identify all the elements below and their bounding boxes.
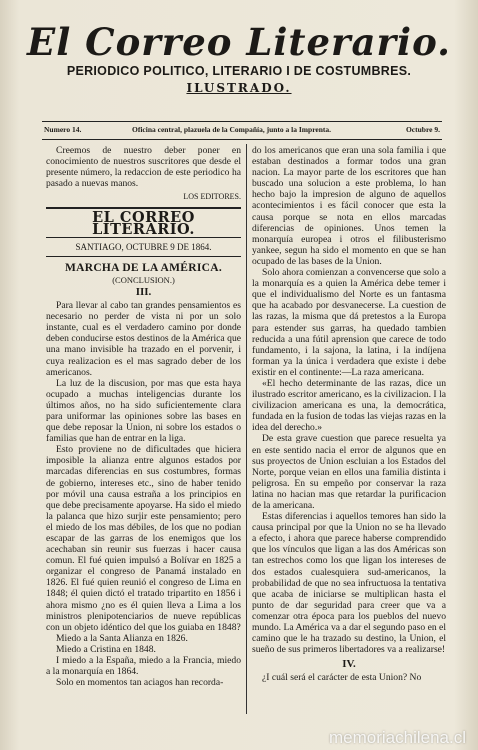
masthead [0, 22, 478, 95]
column-divider [246, 144, 247, 714]
article-paragraph: «El hecho determinante de las razas, dice un ilustrado escritor americano, es la civilizacion. I la civilizacion americana es una, la democrática, fundada en la fusion de todas las viejas razas en la idea del derecho.» [252, 377, 446, 434]
article-paragraph: do los americanos que eran una sola familia i que estaban destinados a formar todos una gran nacion. La mayor parte de los escritores que han buscado una solucion a este problema, lo han hecho bajo la impresion de alguno de aquellos acontecimientos i es fácil conocer que esta la causa porque se nota en ellos marcadas diferencias de opiniones. Unos temen la monarquía europea i otros el filibusterismo yankee, segun ha sido el momento en que se han ocupado de las bases de la Union. [252, 145, 446, 267]
article-paragraph: Para llevar al cabo tan grandes pensamientos es necesario no perder de vista ni por un solo instante, cual es el verdadero camino por donde deben conducirse estos destinos de la América que una mano invisible ha trazado en el porvenir, i cuya realizacion es el mas sagrado deber de los americanos. [46, 300, 241, 378]
editors-signature: LOS EDITORES. [183, 192, 241, 202]
article-paragraph: I miedo a la España, miedo a la Francia, miedo a la monarquía en 1864. [46, 655, 241, 678]
section-title: EL CORREO LITERARIO. [46, 207, 241, 237]
header-rule-top [42, 121, 442, 122]
illustrated-label: ILUSTRADO. [186, 81, 292, 95]
article-paragraph: De esta grave cuestion que parece resuelta ya en este sentido nacia el error de algunos que en sus proyectos de Union escluian a los Estados del Norte, porque veian en ellos una familia distinta i peligrosa. En su empeño por conservar la raza latina no hacian mas que retardar la purificacion de la americana. [252, 433, 446, 511]
article-paragraph: Solo ahora comienzan a convencerse que solo a la monarquía es a quien la América debe temer i que el individualismo del Norte es un fantasma que ha acabado por desvanecerse. La cuestion de las razas, la misma que dá pretestos a la Europa para estender sus garras, ha quedado tambien reducida a una fútil aprension que carece de todo fundamento, i la sajona, la latina, i la indíjena forman ya la única i verdadera que existe i debe existir en el continente:—La raza americana. [252, 267, 446, 378]
right-column [252, 145, 446, 684]
article-paragraph: Estas diferencias i aquellos temores han sido la causa principal por que la Union no se ha llevado a efecto, i ahora que parece haberse comprendido que los vínculos que ligan a las dos Américas son tan estrechos como los que ligan los intereses de dos estados cualesquiera sud-americanos, la probabilidad de que no sea infructuosa la tentativa que acaba de iniciarse se multiplican hasta el punto de dar seguridad para creer que va a comenzar otra época para los pueblos del nuevo mundo. La América va a dar el segundo paso en el camino que le ha trazado su destino, la Union, el sueño de sus primeros libertadores va a realizarse! [252, 511, 446, 656]
newspaper-title: El Correo Literario. [27, 20, 451, 64]
part-three-heading: III. [135, 285, 152, 298]
part-four-heading: IV. [342, 658, 356, 671]
newspaper-subtitle: PERIODICO POLITICO, LITERARIO I DE COSTUMBRES. [66, 64, 412, 78]
article-paragraph: Esto proviene no de dificultades que hiciera imposible la alianza entre algunos estados por marcadas diferencias en sus costumbres, formas de gobierno, intereses etc., sino de haber tenido por móvil una causa estraña a los principios en que debe precisamente apoyarse. Ha sido el miedo la palanca que hizo surjir este pensamiento; pero el miedo de los mas débiles, de los que no podian escapar de las garras de los enemigos que los acechaban sin reunir sus fuerzas i hacer causa comun. El fué quien impulsó a Bolívar en 1825 a organizar el congreso de Panamá instalado en 1826. El fué quien reunió el congreso de Lima en 1848; él quien dictó el tratado tripartito en 1856 i ahora mismo ¿no es él quien lleva a Lima a los ministros plenipotenciarios de nueve repúblicas con un objeto idéntico del que los guiaba en 1848? [46, 444, 241, 633]
article-paragraph: Miedo a la Santa Alianza en 1826. [56, 632, 188, 644]
article-paragraph: ¿I cuál será el carácter de esta Union? No [262, 672, 422, 684]
issue-number: Numero 14. [44, 125, 82, 134]
article-title: MARCHA DE LA AMÉRICA. [64, 261, 223, 274]
article-paragraph: La luz de la discusion, por mas que esta haya ocupado a muchas inteligencias durante los últimos años, no ha sido suficientemente clara para uniformar las opiniones sobre las bases en que debe reposar la Union, ni sobre los estados o familias que han de entrar en la liga. [46, 377, 241, 445]
dateline: SANTIAGO, OCTUBRE 9 DE 1864. [46, 242, 241, 257]
article-paragraph: Solo en momentos tan aciagos han recorda- [56, 677, 224, 689]
office-address: Oficina central, plazuela de la Compañía, junto a la Imprenta. [132, 125, 332, 134]
issue-info-bar [42, 125, 442, 137]
article-note: (CONCLUSION.) [112, 274, 175, 285]
header-rule-bottom [42, 139, 442, 140]
issue-date: Octubre 9. [405, 125, 440, 134]
article-paragraph: Miedo a Cristina en 1848. [56, 643, 156, 655]
editors-notice: Creemos de nuestro deber poner en conocimiento de nuestros suscritores que desde el presente número, la redaccion de este periodico ha pasado a nuevas manos. [46, 145, 241, 190]
left-column [46, 145, 241, 688]
watermark: memoriachilena.cl [329, 728, 466, 747]
